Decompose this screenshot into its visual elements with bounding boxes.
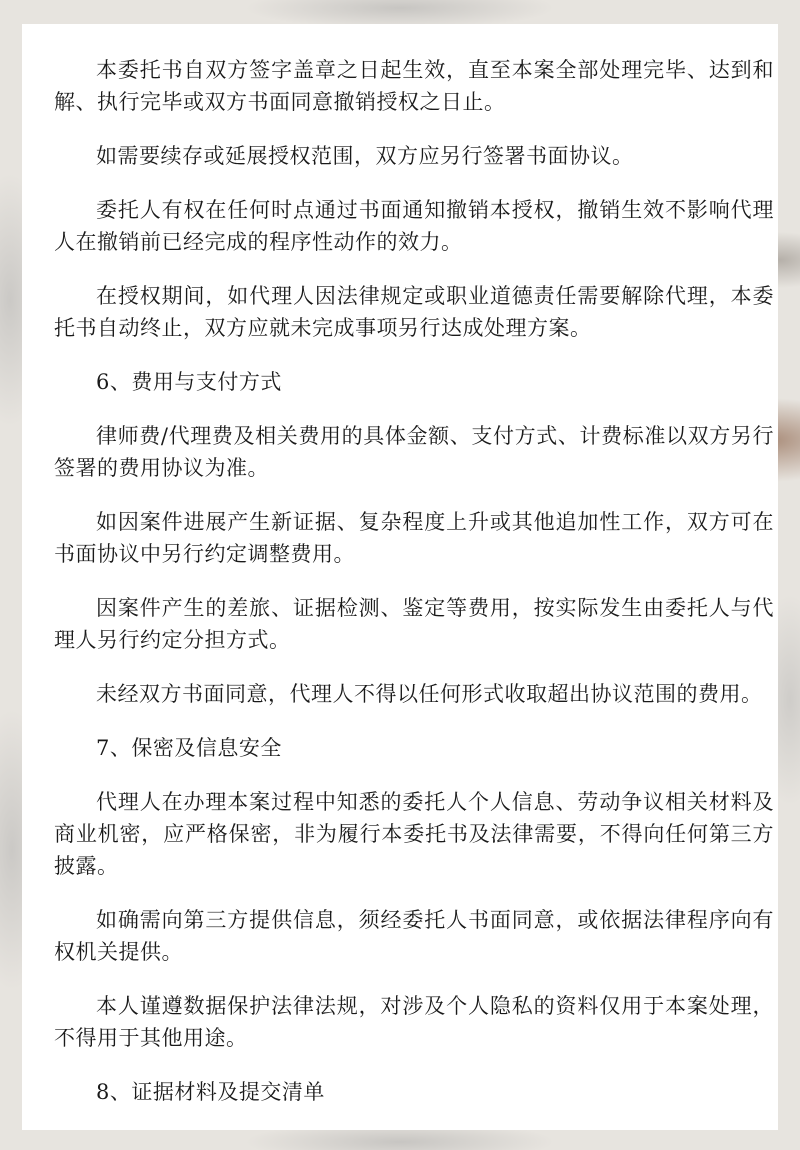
paragraph-validity-period: 本委托书自双方签字盖章之日起生效，直至本案全部处理完毕、达到和解、执行完毕或双方书面同意撤销授权之日止。 [54,58,774,114]
paragraph-third-party-disclosure: 如确需向第三方提供信息，须经委托人书面同意，或依据法律程序向有权机关提供。 [54,908,774,964]
paragraph-confidentiality: 代理人在办理本案过程中知悉的委托人个人信息、劳动争议相关材料及商业机密，应严格保密，非为履行本委托书及法律需要，不得向任何第三方披露。 [54,790,774,878]
section-heading-confidentiality: 7、保密及信息安全 [96,736,282,760]
paragraph-fee-adjustment: 如因案件进展产生新证据、复杂程度上升或其他追加性工作，双方可在书面协议中另行约定调整费用。 [54,510,774,566]
paragraph-fee-agreement: 律师费/代理费及相关费用的具体金额、支付方式、计费标准以双方另行签署的费用协议为准。 [54,424,774,480]
section-heading-evidence: 8、证据材料及提交清单 [96,1080,325,1104]
paragraph-termination: 在授权期间，如代理人因法律规定或职业道德责任需要解除代理，本委托书自动终止，双方应就未完成事项另行达成处理方案。 [54,284,774,340]
section-heading-fees: 6、费用与支付方式 [96,370,282,394]
document-page [22,24,778,1130]
paragraph-data-protection: 本人谨遵数据保护法律法规，对涉及个人隐私的资料仅用于本案处理，不得用于其他用途。 [54,994,774,1050]
paragraph-expenses: 因案件产生的差旅、证据检测、鉴定等费用，按实际发生由委托人与代理人另行约定分担方式。 [54,596,774,652]
paragraph-extension: 如需要续存或延展授权范围，双方应另行签署书面协议。 [96,144,634,168]
paragraph-no-extra-fees: 未经双方书面同意，代理人不得以任何形式收取超出协议范围的费用。 [96,682,763,706]
document-body [54,54,774,1130]
paragraph-revocation: 委托人有权在任何时点通过书面通知撤销本授权，撤销生效不影响代理人在撤销前已经完成的程序性动作的效力。 [54,198,774,254]
